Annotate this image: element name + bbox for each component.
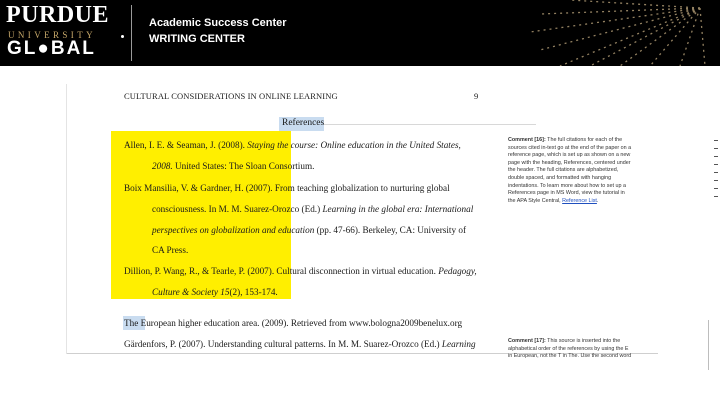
comment-text: reference page, which is set up as shown on a new [508,152,631,159]
comment-label: Comment [16]: [508,137,546,143]
panel-divider [708,320,709,370]
comment-label: Comment [17]: [508,338,546,344]
comment-text: . [596,197,599,204]
references-heading[interactable]: References [282,118,325,128]
comment-text: References page in MS Word, view the tutorial in [508,190,625,197]
banner-divider [131,5,132,61]
comment-text: This source is inserted into the [545,338,621,344]
adjacent-panel [700,140,720,360]
reference-list-link[interactable]: Reference List [562,197,597,204]
university-logo-text: UNIVERSITY [8,30,96,40]
panel-mark [714,164,718,165]
page-edge [66,84,67,354]
comment-text: page with the heading, References, centered under [508,159,631,166]
panel-mark [714,196,718,197]
reference-line[interactable] [152,245,188,255]
ref-text: (2), 153-174. [229,287,278,297]
comment-text: the APA Style Central, [508,197,563,204]
comment-text: the header. The full citations are alphabetized, [508,167,619,174]
registered-mark-icon [121,35,124,38]
comment-text: alphabetical order of the references by using the E [508,345,629,352]
panel-mark [714,180,718,181]
comment-16[interactable] [508,137,640,205]
ref-text: European higher education area. (2009). Retrieved from www.bologna2009benelux.org [138,318,463,328]
ref-text: United States: The Sloan Consortium. [172,161,315,171]
running-head: CULTURAL CONSIDERATIONS IN ONLINE LEARNING [124,91,338,101]
ref-text: Gärdenfors, P. (2007). Understanding cultural patterns. In M. M. Suarez-Orozco (Ed.) [124,339,442,349]
ref-text: consciousness. In M. M. Suarez-Orozco (Ed.) [152,204,323,214]
selected-word: The [124,318,139,328]
comment-text: double spaced, and formatted with hanging [508,174,612,181]
comment-text: indentations. To learn more about how to set up a [508,182,626,189]
reference-line[interactable] [124,339,476,349]
comment-17[interactable] [508,338,640,361]
reference-line[interactable] [152,225,466,235]
banner-subtitle: WRITING CENTER [149,33,245,45]
global-logo-text: GL●BAL [7,38,96,59]
panel-mark [714,140,718,141]
comment-text: in European, not the T in The. Use the second word [508,353,632,360]
reference-line[interactable] [124,140,461,150]
ref-italic-text: perspectives on globalization and education [152,225,315,235]
reference-line[interactable] [152,161,314,171]
reference-line[interactable] [124,318,462,328]
ref-italic-text: Staying the course: Online education in the United States, [247,140,461,150]
panel-mark [714,172,718,173]
page-number: 9 [474,91,479,101]
banner-title: Academic Success Center [149,17,287,29]
reference-line[interactable] [152,287,278,297]
comment-text: The full citations for each of the [545,137,623,143]
ref-italic-text: Learning [441,339,476,349]
panel-mark [714,156,718,157]
ref-text: Boix Mansilia, V. & Gardner, H. (2007). From teaching globalization to nurturing global [124,183,450,193]
panel-mark [714,188,718,189]
ref-italic-text: Pedagogy, [438,266,477,276]
starburst-decoration-icon [500,0,720,66]
panel-mark [714,148,718,149]
comment-connector [324,124,536,125]
purdue-logo-text: PURDUE [6,2,109,28]
comment-text: sources cited in-text go at the end of the paper on a [508,144,632,151]
ref-text: (pp. 47-66). Berkeley, CA: University of [314,225,467,235]
reference-line[interactable] [152,204,473,214]
header-banner [0,0,720,66]
ref-italic-text: 2008. [152,161,173,171]
ref-text: Allen, I. E. & Seaman, J. (2008). [124,140,248,150]
ref-italic-text: Learning in the global era: International [322,204,474,214]
reference-line[interactable] [124,266,477,276]
ref-italic-text: Culture & Society 15 [152,287,230,297]
ref-text: CA Press. [152,245,189,255]
ref-text: Dillion, P. Wang, R., & Tearle, P. (2007). Cultural disconnection in virtual education. [124,266,439,276]
reference-line[interactable] [124,183,450,193]
